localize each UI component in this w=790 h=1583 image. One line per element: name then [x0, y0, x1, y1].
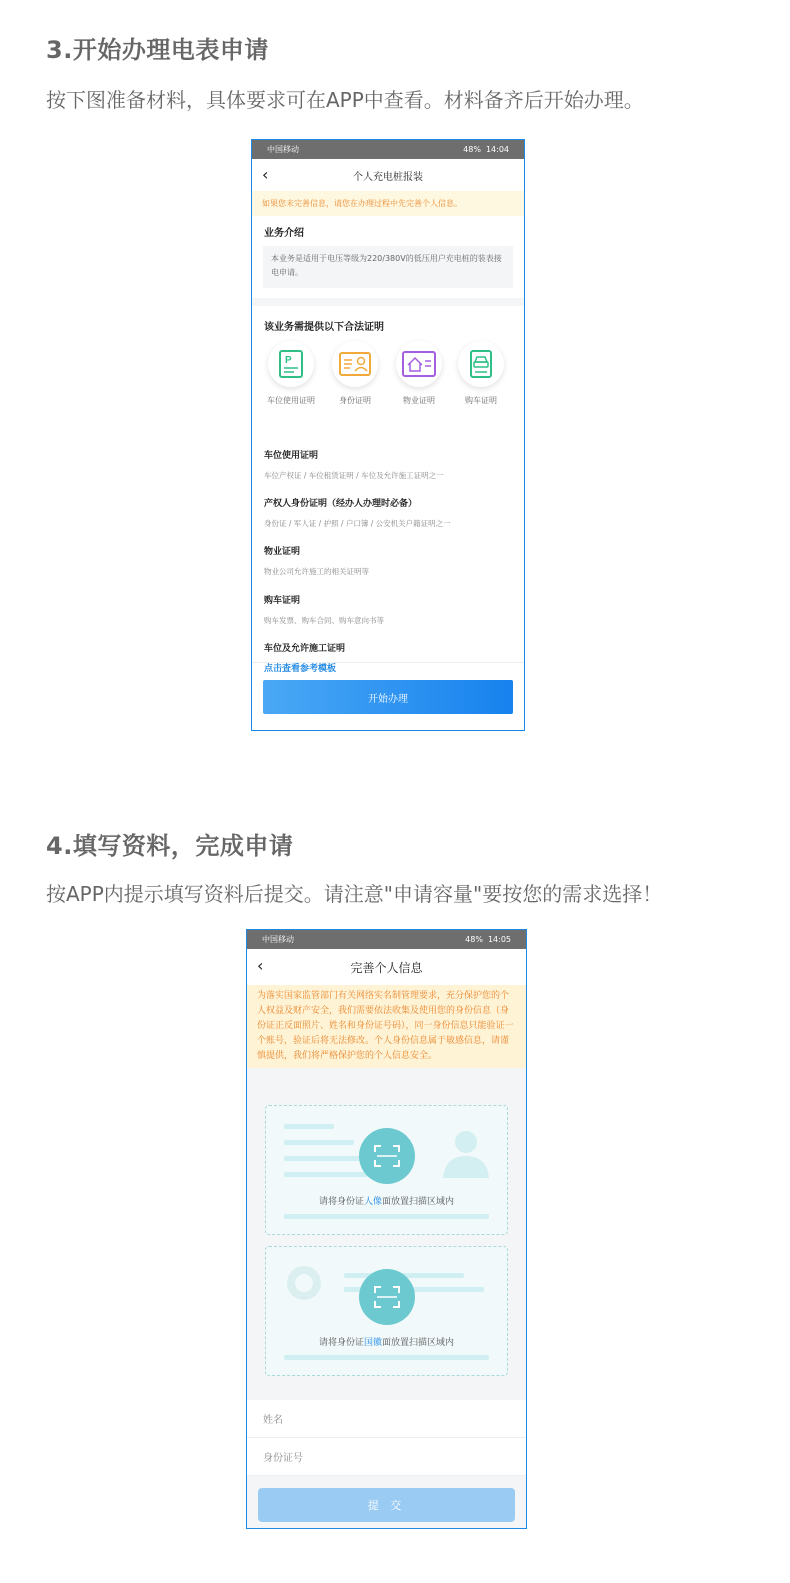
section-4-description: 按APP内提示填写资料后提交。请注意"申请容量"要按您的需求选择！ [46, 882, 663, 906]
requirements-list-continued [252, 591, 524, 674]
placeholder-line [284, 1124, 334, 1129]
scan-frame-icon[interactable] [359, 1128, 415, 1184]
section-3-description: 按下图准备材料，具体要求可在APP中查看。材料备齐后开始办理。 [46, 88, 644, 112]
icon-label-car: 购车证明 [465, 396, 497, 405]
phone-screenshot-2 [246, 929, 527, 1529]
requirement-title: 车位及允许施工证明 [264, 644, 346, 654]
svg-text:P: P [285, 355, 292, 366]
requirement-desc: 车位产权证 / 车位租赁证明 / 车位及允许施工证明之一 [264, 471, 444, 480]
icon-label-property: 物业证明 [403, 396, 435, 405]
clock: 14:05 [487, 935, 511, 944]
status-bar [247, 930, 526, 949]
submit-button[interactable]: 提 交 [258, 1488, 515, 1522]
docs-heading: 该业务需提供以下合法证明 [264, 322, 384, 333]
clock: 14:04 [485, 145, 509, 154]
footer-divider [252, 662, 524, 663]
requirement-desc: 身份证 / 军人证 / 护照 / 户口簿 / 公安机关户籍证明之一 [264, 519, 451, 528]
placeholder-line [284, 1355, 489, 1360]
portrait-silhouette-icon [441, 1126, 491, 1181]
nav-bar [247, 949, 526, 985]
start-button[interactable]: 开始办理 [263, 680, 513, 714]
back-arrow-icon[interactable]: ‹ [257, 956, 264, 975]
placeholder-line [284, 1172, 369, 1177]
national-emblem-icon [284, 1263, 324, 1303]
privacy-notice: 为落实国家监管部门有关网络实名制管理要求，充分保护您的个人权益及财产安全，我们需要依法收集及使用您的身份信息（身份证正反面照片、姓名和身份证号码），同一身份信息只能验证一个账号，验证后将无法修改。个人身份信息属于敏感信息，请谨慎提供，我们将严格保护您的个人信息安全。 [247, 985, 526, 1068]
car-doc-icon[interactable] [458, 341, 504, 387]
intro-text: 本业务是适用于电压等级为220/380V的低压用户充电桩的装表接电申请。 [263, 246, 513, 288]
back-arrow-icon[interactable]: ‹ [262, 165, 269, 184]
requirement-title: 车位使用证明 [264, 451, 319, 461]
carrier-label: 中国移动 [267, 145, 299, 154]
battery-level: 48% [463, 145, 481, 154]
id-card-icon[interactable] [332, 341, 378, 387]
id-number-field[interactable]: 身份证号 [247, 1438, 526, 1476]
requirement-title: 物业证明 [264, 547, 301, 557]
carrier-label: 中国移动 [262, 935, 294, 944]
icon-label-identity: 身份证明 [339, 396, 371, 405]
placeholder-line [284, 1140, 354, 1145]
property-icon[interactable] [396, 341, 442, 387]
requirement-desc: 购车发票、购车合同、购车意向书等 [264, 616, 384, 625]
main-content [252, 216, 524, 446]
battery-level: 48% [465, 935, 483, 944]
info-warning-banner: 如果您未完善信息，请您在办理过程中先完善个人信息。 [252, 191, 524, 216]
nav-bar [252, 159, 524, 191]
section-3-title: 3.开始办理电表申请 [46, 36, 269, 64]
requirement-title: 产权人身份证明（经办人办理时必备） [264, 499, 418, 509]
divider [252, 298, 524, 306]
section-4-title: 4.填写资料，完成申请 [46, 832, 294, 860]
requirement-title: 购车证明 [264, 596, 301, 606]
phone-screenshot-1 [251, 139, 525, 731]
id-back-scan-area[interactable] [265, 1246, 508, 1376]
scan-frame-icon[interactable] [359, 1269, 415, 1325]
id-front-scan-area[interactable] [265, 1105, 508, 1235]
requirements-list [252, 446, 524, 591]
scan-front-instruction: 请将身份证人像面放置扫描区域内 [318, 1197, 455, 1207]
parking-doc-icon[interactable] [268, 341, 314, 387]
intro-heading: 业务介绍 [264, 228, 304, 239]
placeholder-line [284, 1214, 489, 1219]
icon-label-parking: 车位使用证明 [267, 396, 315, 405]
page-title: 个人充电桩报装 [353, 171, 423, 183]
scan-back-instruction: 请将身份证国徽面放置扫描区域内 [318, 1338, 455, 1348]
page-title: 完善个人信息 [350, 960, 423, 975]
status-bar [252, 140, 524, 159]
requirement-desc: 物业公司允许施工的相关证明等 [264, 567, 369, 576]
name-field[interactable]: 姓名 [247, 1400, 526, 1438]
template-link[interactable]: 点击查看参考模板 [264, 664, 337, 674]
